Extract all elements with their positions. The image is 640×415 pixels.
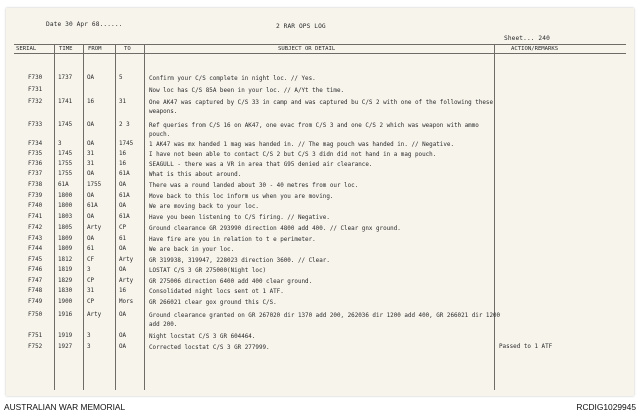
entry-to: 31 xyxy=(119,99,127,105)
log-entry-row xyxy=(6,344,634,356)
table-top-rule xyxy=(14,44,626,45)
entry-time: 1803 xyxy=(58,214,73,220)
entry-to: OA xyxy=(119,312,127,318)
entry-time: 1809 xyxy=(58,236,73,242)
col-head-serial: SERIAL xyxy=(16,46,37,52)
entry-from: OA xyxy=(87,171,95,177)
entry-subject: There was a round landed about 30 - 40 metres from our loc. xyxy=(149,183,359,189)
entry-subject: Move back to this loc inform us when you are moving. xyxy=(149,194,334,200)
log-date: Date 30 Apr 68...... xyxy=(46,21,123,28)
entry-from: 3 xyxy=(87,344,91,350)
entry-serial: F739 xyxy=(28,193,43,199)
entry-to: 5 xyxy=(119,75,123,81)
entry-from: CP xyxy=(87,299,95,305)
entry-time: 1745 xyxy=(58,122,73,128)
entry-serial: F735 xyxy=(28,151,43,157)
entry-from: 31 xyxy=(87,161,95,167)
entry-time: 3 xyxy=(58,141,62,147)
entry-from: 1755 xyxy=(87,182,102,188)
entry-to: OA xyxy=(119,344,127,350)
entry-subject: We are moving back to your loc. xyxy=(149,204,259,210)
entry-to: CP xyxy=(119,225,127,231)
entry-serial: F737 xyxy=(28,171,43,177)
entry-serial: F742 xyxy=(28,225,43,231)
entry-time: 1927 xyxy=(58,344,73,350)
entry-serial: F732 xyxy=(28,99,43,105)
entry-from: OA xyxy=(87,214,95,220)
entry-subject: Confirm your C/S complete in night loc. // Yes. xyxy=(149,76,316,82)
entry-subject: Ref queries from C/S 16 on AK47, one evac from C/S 3 and one C/S 2 which was weapon with ammo pouch. xyxy=(149,123,479,138)
entry-to: 16 xyxy=(119,288,127,294)
entry-from: CP xyxy=(87,278,95,284)
entry-from: 31 xyxy=(87,151,95,157)
entry-to: Arty xyxy=(119,278,134,284)
entry-serial: F741 xyxy=(28,214,43,220)
entry-time: 1800 xyxy=(58,193,73,199)
entry-from: 3 xyxy=(87,333,91,339)
entry-subject: Have you been listening to C/S firing. // Negative. xyxy=(149,215,330,221)
col-head-time: TIME xyxy=(59,46,73,52)
entry-subject: I have not been able to contact C/S 2 but C/S 3 didn did not hand in a mag pouch. xyxy=(149,152,437,158)
entry-to: 2 3 xyxy=(119,122,130,128)
entry-serial: F746 xyxy=(28,267,43,273)
entry-time: 1755 xyxy=(58,161,73,167)
entry-serial: F748 xyxy=(28,288,43,294)
entry-subject: GR 266021 clear gox ground this C/S. xyxy=(149,300,277,306)
entry-serial: F745 xyxy=(28,257,43,263)
entry-to: Mors xyxy=(119,299,134,305)
entry-from: OA xyxy=(87,236,95,242)
entry-subject: Night locstat C/S 3 GR 604464. xyxy=(149,334,256,340)
entry-serial: F744 xyxy=(28,246,43,252)
entry-from: OA xyxy=(87,75,95,81)
entry-to: 61 xyxy=(119,236,127,242)
entry-serial: F747 xyxy=(28,278,43,284)
entry-to: OA xyxy=(119,267,127,273)
sheet-number: Sheet... 240 xyxy=(504,35,550,42)
entry-to: OA xyxy=(119,182,127,188)
entry-serial: F743 xyxy=(28,236,43,242)
log-entry-row xyxy=(6,75,634,87)
log-sheet xyxy=(6,8,634,396)
entry-time: 1819 xyxy=(58,267,73,273)
entry-time: 1800 xyxy=(58,203,73,209)
entry-time: 1812 xyxy=(58,257,73,263)
entry-subject: Consolidated night locs sent ot 1 ATF. xyxy=(149,289,284,295)
log-title: 2 RAR OPS LOG xyxy=(276,23,326,30)
entry-from: OA xyxy=(87,122,95,128)
entry-serial: F749 xyxy=(28,299,43,305)
col-head-from: FROM xyxy=(88,46,102,52)
entry-serial: F734 xyxy=(28,141,43,147)
entry-subject: 1 AK47 was mx handed 1 mag was handed in. // The mag pouch was handed in. // Negative. xyxy=(149,142,454,148)
col-head-subject: SUBJECT OR DETAIL xyxy=(278,46,336,52)
entry-subject: What is this about around. xyxy=(149,172,242,178)
entry-to: OA xyxy=(119,246,127,252)
entry-to: 1745 xyxy=(119,141,134,147)
col-head-to: TO xyxy=(124,46,131,52)
log-entry-row xyxy=(6,122,634,138)
entry-serial: F752 xyxy=(28,344,43,350)
entry-serial: F740 xyxy=(28,203,43,209)
entry-to: 16 xyxy=(119,151,127,157)
entry-subject: SEAGULL - there was a VR in area that G95 denied air clearance. xyxy=(149,162,373,168)
entry-time: 1755 xyxy=(58,171,73,177)
entry-from: 31 xyxy=(87,288,95,294)
entry-time: 1830 xyxy=(58,288,73,294)
entry-to: 61A xyxy=(119,214,130,220)
entry-time: 1829 xyxy=(58,278,73,284)
entry-subject: Ground clearance GR 293990 direction 4800 add 400. // Clear gnx ground. xyxy=(149,226,401,232)
entry-time: 1900 xyxy=(58,299,73,305)
log-entry-row xyxy=(6,299,634,311)
entry-from: 61 xyxy=(87,246,95,252)
entry-remarks: Passed to 1 ATF xyxy=(499,344,553,350)
entry-serial: F730 xyxy=(28,75,43,81)
col-head-remarks: ACTION/REMARKS xyxy=(511,46,559,52)
entry-time: 1737 xyxy=(58,75,73,81)
entry-time: 1919 xyxy=(58,333,73,339)
entry-from: Arty xyxy=(87,225,102,231)
entry-subject: GR 319938, 319947, 228023 direction 3600. // Clear. xyxy=(149,258,330,264)
entry-from: OA xyxy=(87,141,95,147)
entry-subject: Have fire are you in relation to t e perimeter. xyxy=(149,237,316,243)
entry-time: 1805 xyxy=(58,225,73,231)
entry-time: 1809 xyxy=(58,246,73,252)
entry-serial: F731 xyxy=(28,87,43,93)
log-entry-row xyxy=(6,312,634,328)
table-head-rule xyxy=(14,53,626,54)
entry-serial: F733 xyxy=(28,122,43,128)
entry-to: OA xyxy=(119,203,127,209)
entry-from: CF xyxy=(87,257,95,263)
log-entry-row xyxy=(6,99,634,115)
entry-time: 1741 xyxy=(58,99,73,105)
entry-subject: Ground clearance granted on GR 267020 dir 1370 add 200, 262036 dir 1200 add 400, GR 266021 dir 1200 add 200. xyxy=(149,313,501,328)
entry-to: OA xyxy=(119,333,127,339)
entry-to: 16 xyxy=(119,161,127,167)
entry-time: 61A xyxy=(58,182,69,188)
entry-to: 61A xyxy=(119,193,130,199)
entry-subject: One AK47 was captured by C/S 33 in camp and was captured bu C/S 2 with one of the following these weapons. xyxy=(149,100,494,115)
entry-from: Arty xyxy=(87,312,102,318)
entry-serial: F736 xyxy=(28,161,43,167)
entry-time: 1916 xyxy=(58,312,73,318)
entry-subject: LOSTAT C/S 3 GR 275000(Night loc) xyxy=(149,268,267,274)
entry-time: 1745 xyxy=(58,151,73,157)
entry-from: 61A xyxy=(87,203,98,209)
footer-archive-ref: RCDIG1029945 xyxy=(576,402,636,412)
entry-from: OA xyxy=(87,193,95,199)
entry-subject: We are back in your loc. xyxy=(149,247,235,253)
entry-from: 3 xyxy=(87,267,91,273)
entry-serial: F750 xyxy=(28,312,43,318)
entry-from: 16 xyxy=(87,99,95,105)
entry-to: 61A xyxy=(119,171,130,177)
entry-subject: GR 275006 direction 6400 add 400 clear ground. xyxy=(149,279,313,285)
log-entry-row xyxy=(6,87,634,99)
footer-archive-name: AUSTRALIAN WAR MEMORIAL xyxy=(4,402,126,412)
entry-subject: Corrected locstat C/S 3 GR 277999. xyxy=(149,345,270,351)
entry-serial: F738 xyxy=(28,182,43,188)
entry-subject: Now loc has C/S 85A been in your loc. // A/Yt the time. xyxy=(149,88,345,94)
entry-serial: F751 xyxy=(28,333,43,339)
entry-to: Arty xyxy=(119,257,134,263)
